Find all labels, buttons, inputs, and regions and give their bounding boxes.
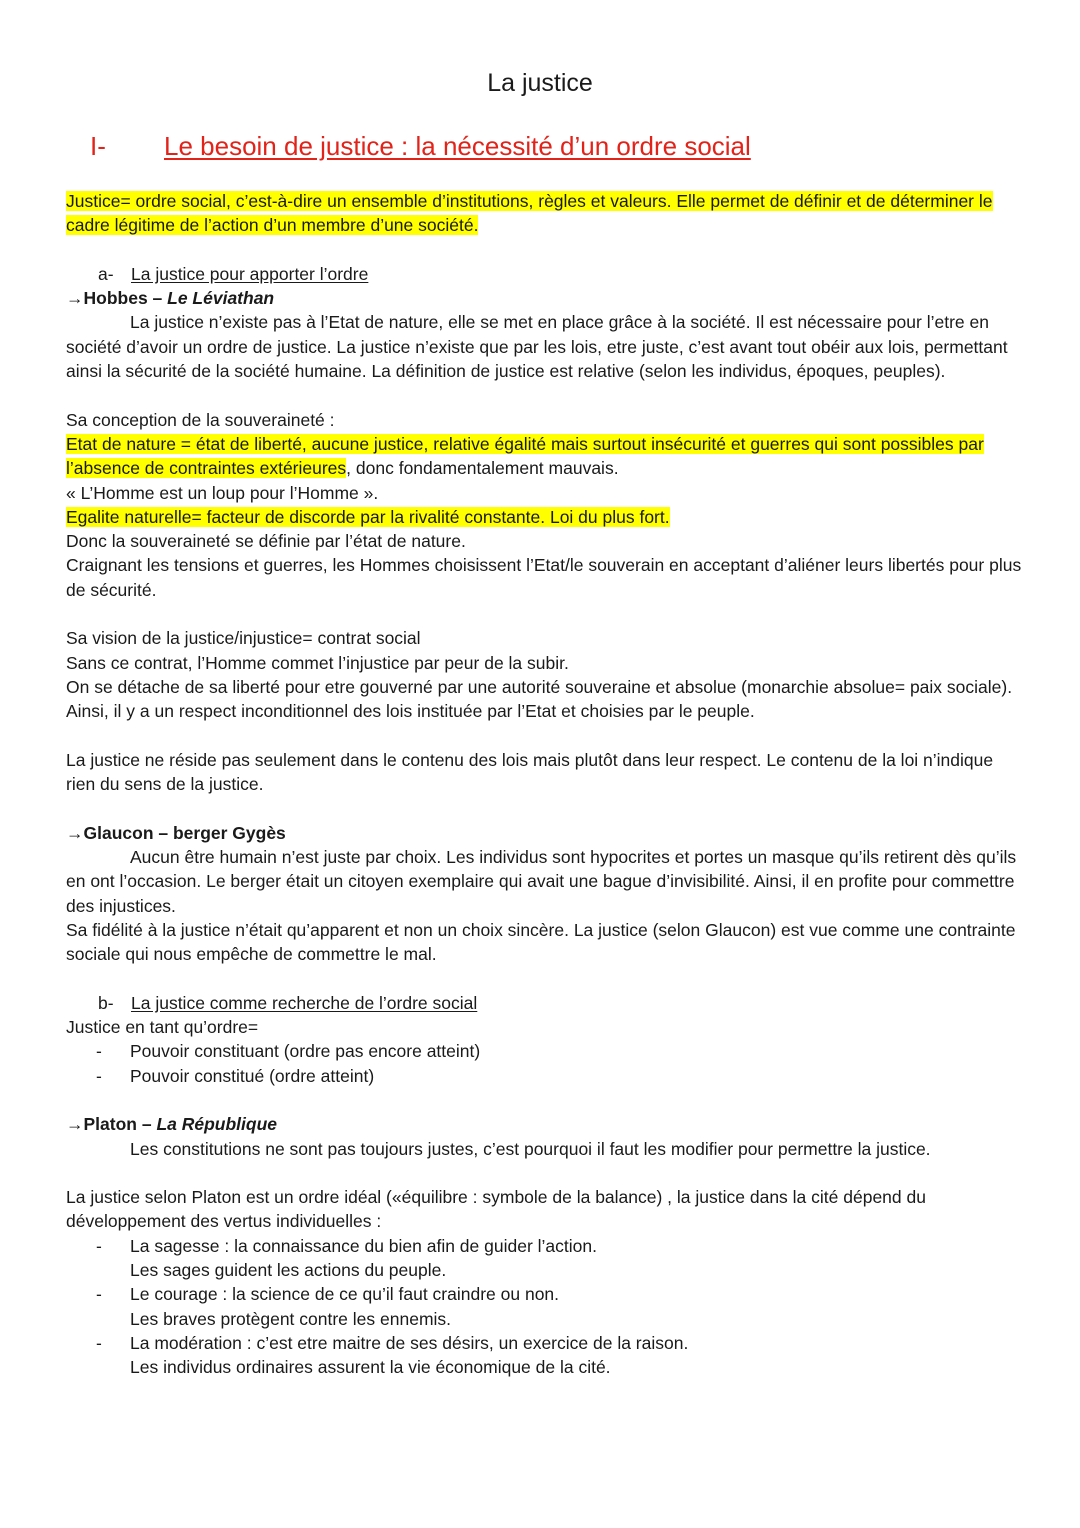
subsection-b-heading: b- La justice comme recherche de l’ordre social <box>98 992 478 1013</box>
hobbes-work: Le Léviathan <box>167 288 275 309</box>
subsection-b-title: La justice comme recherche de l’ordre social <box>131 992 478 1013</box>
page-title: La justice <box>487 69 593 97</box>
ordre-list <box>66 1039 1026 1088</box>
hobbes-intro: La justice n’existe pas à l’Etat de nature, elle se met en place grâce à la société. Il est nécessaire pour l’etre en société d’avoir un ordre de justice. La justice n’existe que par les lois, etre juste, c’est avant tout obéir aux lois, permettant ainsi la sécurité de la société humaine. La définition de justice est relative (selon les individus, époques, peuples). <box>66 312 1008 382</box>
etat-nature-paragraph: Etat de nature = état de liberté, aucune justice, relative égalité mais surtout insécurité et guerres qui sont possibles par l’absence de contraintes extérieures, donc fondamentalement mauvais. <box>66 433 984 479</box>
definition-highlight: Justice= ordre social, c’est-à-dire un ensemble d’institutions, règles et valeurs. Elle permet de définir et de déterminer le cadre légitime de l’action d’un membre d’une société. <box>66 191 993 236</box>
virtues-list <box>66 1234 1026 1380</box>
subsection-a-title: La justice pour apporter l’ordre <box>131 263 369 284</box>
list-item: - La modération : c’est etre maitre de ses désirs, un exercice de la raison. Les individus ordinaires assurent la vie économique de la cité. <box>66 1331 1026 1380</box>
list-item: - La sagesse : la connaissance du bien afin de guider l’action. Les sages guident les actions du peuple. <box>66 1234 1026 1283</box>
platon-work: La République <box>156 1114 277 1135</box>
arrow-icon: → <box>66 288 84 309</box>
hobbes-heading: →Hobbes – Le Léviathan <box>66 288 275 309</box>
souverainete-heading: Sa conception de la souveraineté : <box>66 409 335 430</box>
ordre-heading: Justice en tant qu’ordre= <box>66 1017 259 1038</box>
craignant-paragraph: Craignant les tensions et guerres, les Hommes choisissent l’Etat/le souverain en acceptant d’aliéner leurs libertés pour plus de sécurité. <box>66 555 1022 600</box>
list-item: - Pouvoir constitué (ordre atteint) <box>66 1064 1026 1088</box>
vision-heading: Sa vision de la justice/injustice= contrat social <box>66 628 421 649</box>
arrow-icon: → <box>66 822 84 843</box>
fidelite-paragraph: Sa fidélité à la justice n’était qu’apparent et non un choix sincère. La justice (selon Glaucon) est vue comme une contrainte sociale qui nous empêche de commettre le mal. <box>66 919 1016 965</box>
egalite-paragraph: Egalite naturelle= facteur de discorde par la rivalité constante. Loi du plus fort. <box>66 506 670 527</box>
donc-paragraph: Donc la souveraineté se définie par l’état de nature. <box>66 531 466 552</box>
reside-paragraph: La justice ne réside pas seulement dans le contenu des lois mais plutôt dans leur respect. Le contenu de la loi n’indique rien du sens de la justice. <box>66 749 994 795</box>
glaucon-intro: Aucun être humain n’est juste par choix. Les individus sont hypocrites et portes un masque qu’ils retirent dès qu’ils en ont l’occasion. Le berger était un citoyen exemplaire qui avait une bague d’invisibilité. Ainsi, il en profite pour commettre des injustices. <box>66 847 1017 916</box>
hobbes-quote: « L’Homme est un loup pour l’Homme ». <box>66 482 379 503</box>
detache-paragraph: On se détache de sa liberté pour etre gouverné par une autorité souveraine et absolue (monarchie absolue= paix sociale). Ainsi, il y a un respect inconditionnel des lois instituée par l’Etat et choisies par le peuple. <box>66 676 1013 722</box>
section-title: Le besoin de justice : la nécessité d’un ordre social <box>164 131 751 161</box>
list-item: - Le courage : la science de ce qu’il faut craindre ou non. Les braves protègent contre les ennemis. <box>66 1282 1026 1331</box>
section-heading <box>90 128 751 164</box>
platon-heading: →Platon – La République <box>66 1114 277 1135</box>
sans-contrat-paragraph: Sans ce contrat, l’Homme commet l’injustice par peur de la subir. <box>66 652 569 673</box>
glaucon-heading: →Glaucon – berger Gygès <box>66 822 286 843</box>
platon-intro: Les constitutions ne sont pas toujours justes, c’est pourquoi il faut les modifier pour permettre la justice. <box>130 1138 931 1159</box>
platon-ideal-paragraph: La justice selon Platon est un ordre idéal («équilibre : symbole de la balance) , la justice dans la cité dépend du développement des vertus individuelles : <box>66 1187 926 1232</box>
subsection-a-heading: a- La justice pour apporter l’ordre <box>98 263 369 284</box>
section-number: I- <box>90 131 106 161</box>
list-item: - Pouvoir constituant (ordre pas encore atteint) <box>66 1039 1026 1063</box>
arrow-icon: → <box>66 1114 84 1135</box>
document-body <box>66 189 1026 1380</box>
definition-paragraph <box>66 189 1026 238</box>
